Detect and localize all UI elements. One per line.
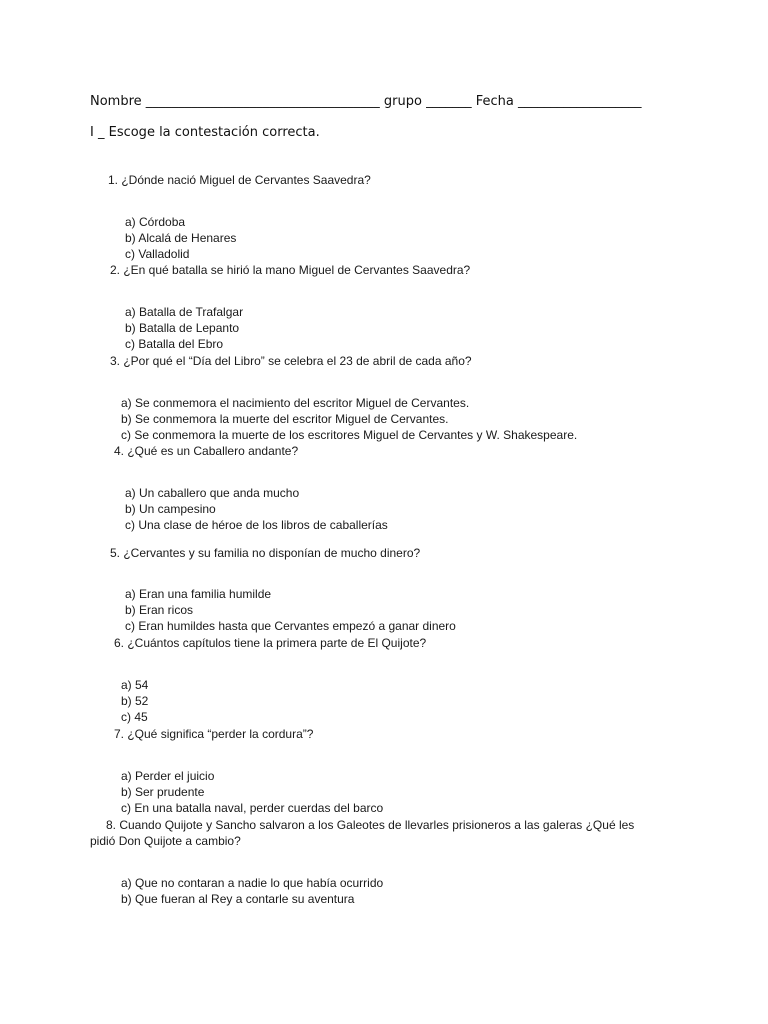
question-8-option-a: a) Que no contaran a nadie lo que había ocurrido	[121, 876, 384, 890]
question-2-option-a: a) Batalla de Trafalgar	[125, 305, 244, 319]
section-title: I _ Escoge la contestación correcta.	[90, 125, 320, 140]
question-2-option-c: c) Batalla del Ebro	[125, 337, 224, 351]
question-6-option-b: b) 52	[121, 694, 149, 708]
question-3: 3. ¿Por qué el “Día del Libro” se celebra el 23 de abril de cada año?	[110, 354, 472, 368]
question-4-option-b: b) Un campesino	[125, 502, 216, 516]
question-4-option-a: a) Un caballero que anda mucho	[125, 486, 300, 500]
question-3-option-a: a) Se conmemora el nacimiento del escritor Miguel de Cervantes.	[121, 396, 470, 410]
question-5-option-a: a) Eran una familia humilde	[125, 587, 272, 601]
question-8-option-b: b) Que fueran al Rey a contarle su aventura	[121, 892, 355, 906]
question-7-option-a: a) Perder el juicio	[121, 769, 215, 783]
question-6: 6. ¿Cuántos capítulos tiene la primera parte de El Quijote?	[114, 636, 427, 650]
question-5: 5. ¿Cervantes y su familia no disponían de mucho dinero?	[110, 546, 421, 560]
question-1: 1. ¿Dónde nació Miguel de Cervantes Saavedra?	[108, 173, 371, 187]
question-1-option-c: c) Valladolid	[125, 247, 190, 261]
question-6-option-a: a) 54	[121, 678, 149, 692]
question-7-option-c: c) En una batalla naval, perder cuerdas del barco	[121, 801, 384, 815]
question-4: 4. ¿Qué es un Caballero andante?	[114, 444, 299, 458]
question-2-option-b: b) Batalla de Lepanto	[125, 321, 240, 335]
question-6-option-c: c) 45	[121, 710, 148, 724]
question-8-line-1: 8. Cuando Quijote y Sancho salvaron a los Galeotes de llevarles prisioneros a las galeras ¿Qué les	[106, 818, 635, 832]
question-1-option-b: b) Alcalá de Henares	[125, 231, 237, 245]
question-5-option-c: c) Eran humildes hasta que Cervantes empezó a ganar dinero	[125, 619, 456, 633]
question-1-option-a: a) Córdoba	[125, 215, 186, 229]
question-7-option-b: b) Ser prudente	[121, 785, 205, 799]
question-2: 2. ¿En qué batalla se hirió la mano Miguel de Cervantes Saavedra?	[110, 263, 471, 277]
question-3-option-b: b) Se conmemora la muerte del escritor Miguel de Cervantes.	[121, 412, 449, 426]
question-8-line-2: pidió Don Quijote a cambio?	[90, 834, 241, 848]
question-4-option-c: c) Una clase de héroe de los libros de caballerías	[125, 518, 388, 532]
header-line: Nombre ____________________________________ grupo _______ Fecha ___________________	[90, 94, 642, 109]
question-5-option-b: b) Eran ricos	[125, 603, 194, 617]
question-7: 7. ¿Qué significa “perder la cordura”?	[114, 727, 314, 741]
question-3-option-c: c) Se conmemora la muerte de los escritores Miguel de Cervantes y W. Shakespeare.	[121, 428, 578, 442]
